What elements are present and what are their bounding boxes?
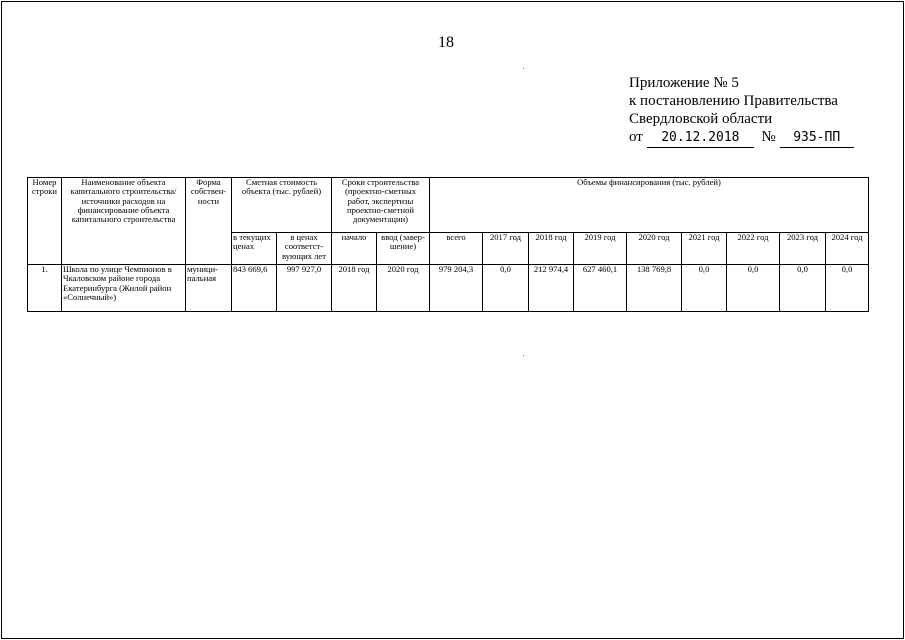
header-year: 2021 год	[682, 233, 727, 265]
row-2021: 0,0	[682, 265, 727, 312]
row-ownership: муници- пальная	[186, 265, 232, 312]
scan-speck	[523, 355, 524, 356]
number-prefix: №	[761, 129, 776, 145]
decree-number: 935-ПП	[780, 129, 854, 148]
appendix-region: Свердловской области	[629, 111, 773, 127]
header-ownership: Форма собствен- ности	[186, 178, 232, 265]
row-cost-adjusted: 997 927,0	[277, 265, 332, 312]
header-year: 2019 год	[574, 233, 627, 265]
row-2024: 0,0	[826, 265, 869, 312]
header-estimated-cost: Сметная стоимость объекта (тыс. рублей)	[232, 178, 332, 233]
appendix-date-line	[629, 128, 854, 148]
appendix-title: Приложение № 5	[629, 75, 739, 91]
header-end: ввод (завер- шение)	[377, 233, 430, 265]
header-object-name: Наименование объекта капитального строительства/ источники расходов на финансирование объекта капитального строительства	[62, 178, 186, 265]
row-2020: 138 769,8	[627, 265, 682, 312]
decree-date: 20.12.2018	[647, 129, 754, 148]
row-2017: 0,0	[483, 265, 529, 312]
header-year: 2018 год	[529, 233, 574, 265]
header-year: 2017 год	[483, 233, 529, 265]
row-object-name: Школа по улице Чемпионов в Чкаловском районе города Екатеринбурга (Жилой район «Солнечный»)	[62, 265, 186, 312]
scan-speck	[523, 68, 524, 69]
header-year: 2024 год	[826, 233, 869, 265]
header-start: начало	[332, 233, 377, 265]
header-year: 2022 год	[727, 233, 780, 265]
row-2019: 627 460,1	[574, 265, 627, 312]
header-construction-terms: Сроки строительства (проектно-сметных работ, экспертизы проектно-сметной документации)	[332, 178, 430, 233]
financing-table	[27, 177, 869, 312]
row-start: 2018 год	[332, 265, 377, 312]
header-cost-current: в текущих ценах	[232, 233, 277, 265]
row-end: 2020 год	[377, 265, 430, 312]
header-cost-adjusted: в ценах соответст- вующих лет	[277, 233, 332, 265]
row-2018: 212 974,4	[529, 265, 574, 312]
date-prefix: от	[629, 129, 643, 145]
header-total: всего	[430, 233, 483, 265]
row-cost-current: 843 669,6	[232, 265, 277, 312]
appendix-block	[629, 74, 854, 148]
appendix-decree: к постановлению Правительства	[629, 93, 838, 109]
row-total: 979 204,3	[430, 265, 483, 312]
header-funding-volumes: Объемы финансирования (тыс. рублей)	[430, 178, 869, 233]
row-2023: 0,0	[780, 265, 826, 312]
row-2022: 0,0	[727, 265, 780, 312]
table-row	[28, 265, 869, 312]
header-year: 2023 год	[780, 233, 826, 265]
page-number: 18	[438, 34, 454, 51]
header-year: 2020 год	[627, 233, 682, 265]
header-row-number: Номер строки	[28, 178, 62, 265]
row-number: 1.	[28, 265, 62, 312]
